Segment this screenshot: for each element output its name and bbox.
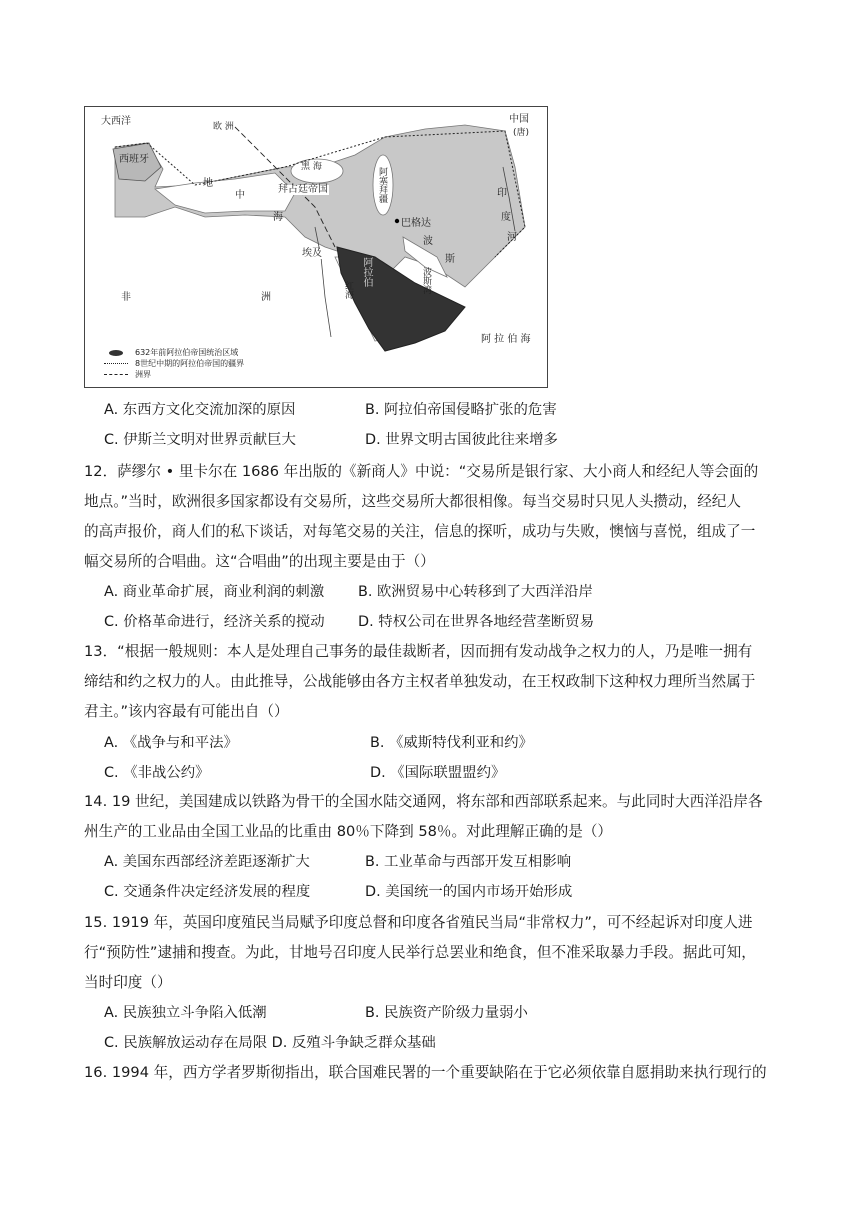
q14-option-c: C. 交通条件决定经济发展的程度: [104, 884, 311, 900]
q12-text-line-2: 地点。”当时，欧洲很多国家都设有交易所，这些交易所大都很相像。每当交易时只见人头攒动，经纪人: [84, 493, 741, 510]
q15-option-b: B. 民族资产阶级力量弱小: [365, 1005, 528, 1021]
red-sea-label: 红海: [343, 281, 353, 299]
q15-text-line-3: 当时印度（）: [84, 974, 172, 991]
q12-option-b: B. 欧洲贸易中心转移到了大西洋沿岸: [358, 584, 593, 600]
map-graphic: [85, 107, 547, 387]
q13-text-line-1: 13．“根据一般规则：本人是处理自己事务的最佳裁断者，因而拥有发动战争之权力的人，乃是唯一拥有: [84, 643, 753, 660]
africa-label-2: 洲: [261, 292, 271, 303]
legend-continent-label: 洲界: [135, 370, 151, 379]
europe-label: 欧 洲: [213, 122, 234, 132]
legend-continent-symbol: [104, 374, 128, 375]
q12-text-line-1: 12．萨缪尔 • 里卡尔在 1686 年出版的《新商人》中说：“交易所是银行家、大小商人和经纪人等会面的: [84, 463, 759, 480]
q14-text-line-1: 14. 19 世纪，美国建成以铁路为骨干的全国水陆交通网，将东部和西部联系起来。与此同时大西洋沿岸各: [84, 793, 763, 810]
empire-territory: [115, 122, 525, 287]
q12-option-a: A. 商业革命扩展，商业利润的刺激: [104, 584, 325, 600]
indus-label-3: 河: [507, 232, 517, 243]
black-sea-label: 黑 海: [301, 162, 322, 172]
q11-option-d: D. 世界文明古国彼此往来增多: [365, 432, 558, 448]
q13-option-b: B. 《威斯特伐利亚和约》: [370, 735, 533, 751]
q15-text-line-1: 15. 1919 年，英国印度殖民当局赋予印度总督和印度各省殖民当局“非常权力”，可不经起诉对印度人进: [84, 914, 753, 931]
persia-label: 波: [423, 236, 433, 247]
q15-text-line-2: 行“预防性”逮捕和搜查。为此，甘地号召印度人民举行总罢业和绝食，但不准采取暴力手段。据此可知，: [84, 944, 756, 961]
q12-text-line-3: 的高声报价，商人们的私下谈话，对每笔交易的关注，信息的探听，成功与失败，懊恼与喜悦，组成了一: [84, 523, 756, 540]
q12-option-d: D. 特权公司在世界各地经营垄断贸易: [358, 614, 595, 630]
mediterranean-label-3: 海: [273, 212, 283, 223]
legend-shaded-label: 632年前阿拉伯帝国统治区域: [135, 348, 239, 357]
q14-option-b: B. 工业革命与西部开发互相影响: [365, 854, 572, 870]
q11-option-b: B. 阿拉伯帝国侵略扩张的危害: [365, 402, 557, 418]
q16-text-line-1: 16. 1994 年，西方学者罗斯彻指出，联合国难民署的一个重要缺陷在于它必须依靠自愿捐助来执行现行的: [84, 1064, 767, 1081]
q14-option-d: D. 美国统一的国内市场开始形成: [365, 884, 573, 900]
q14-text-line-2: 州生产的工业品由全国工业品的比重由 80％下降到 58％。对此理解正确的是（）: [84, 823, 613, 840]
q13-option-a: A. 《战争与和平法》: [104, 735, 238, 751]
q12-text-line-4: 幅交易所的合唱曲。这“合唱曲”的出现主要是由于（）: [84, 553, 435, 570]
baghdad-label: 巴格达: [401, 218, 431, 229]
baghdad-dot: [395, 219, 399, 223]
q14-option-a: A. 美国东西部经济差距逐渐扩大: [104, 854, 310, 870]
q12-option-c: C. 价格革命进行，经济关系的搅动: [104, 614, 325, 630]
china-label: 中国: [509, 114, 529, 125]
china-tang-label: (唐): [513, 128, 530, 138]
legend-shaded-symbol: [109, 350, 123, 356]
q11-option-c: C. 伊斯兰文明对世界贡献巨大: [104, 432, 296, 448]
spain-label: 西班牙: [119, 154, 149, 165]
indus-label: 印: [497, 188, 507, 199]
q15-option-cd: C. 民族解放运动存在局限 D. 反殖斗争缺乏群众基础: [104, 1035, 436, 1051]
q15-option-a: A. 民族独立斗争陷入低潮: [104, 1005, 267, 1021]
map-legend: [103, 347, 244, 380]
q13-text-line-3: 君主。”该内容最有可能出自（）: [84, 703, 289, 720]
legend-border-symbol: [104, 363, 128, 364]
arab-empire-map: [84, 106, 548, 388]
legend-border-label: 8世纪中期的阿拉伯帝国的疆界: [135, 359, 245, 368]
q13-option-d: D. 《国际联盟盟约》: [370, 765, 506, 781]
arabia-label: 阿拉伯: [361, 257, 372, 287]
q13-option-c: C. 《非战公约》: [104, 765, 210, 781]
byzantine-label: 拜占廷帝国: [278, 184, 328, 195]
azerbaijan-label: 阿塞拜疆: [377, 167, 387, 203]
q11-option-a: A. 东西方文化交流加深的原因: [104, 402, 296, 418]
indus-label-2: 度: [501, 212, 511, 223]
atlantic-label: 大西洋: [101, 116, 131, 127]
egypt-label: 埃及: [302, 248, 322, 259]
q13-text-line-2: 缔结和约之权力的人。由此推导，公战能够由各方主权者单独发动，在王权政制下这种权力理所当然属于: [84, 673, 756, 690]
mediterranean-label-1: 地: [203, 178, 213, 189]
persia-label-2: 斯: [445, 254, 455, 265]
persian-gulf-label: 波斯湾: [421, 267, 431, 294]
mediterranean-label-2: 中: [235, 190, 245, 201]
arabian-sea-label: 阿 拉 伯 海: [481, 334, 531, 345]
africa-label: 非: [121, 292, 131, 303]
